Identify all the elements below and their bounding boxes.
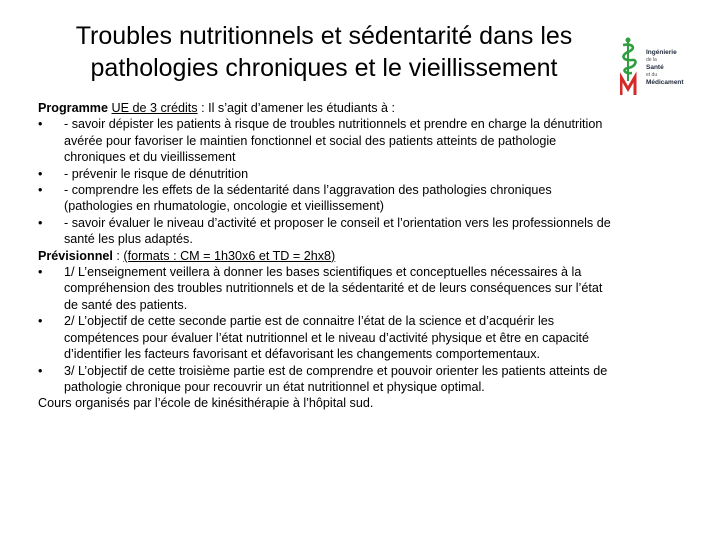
list-item: [38, 313, 706, 362]
list-item: [38, 363, 706, 396]
programme-credits: UE de 3 crédits: [111, 101, 198, 115]
bullet-icon: •: [38, 215, 43, 230]
bullet-icon: •: [38, 314, 43, 329]
list-item: [38, 215, 706, 248]
previsionnel-separator: :: [112, 248, 124, 263]
previsionnel-intro: [38, 248, 706, 264]
list-item-text: de santé des patients.: [64, 297, 188, 312]
caduceus-logo-icon: [620, 35, 646, 97]
bullet-icon: •: [38, 363, 43, 378]
list-item-text: (pathologies en rhumatologie, oncologie et vieillissement): [64, 199, 384, 214]
bullet-icon: •: [38, 117, 43, 132]
list-item: [38, 116, 706, 165]
slide-body: [38, 100, 706, 412]
bullet-icon: •: [38, 166, 43, 181]
previsionnel-label: Prévisionnel: [38, 248, 113, 263]
list-item-text: 2/ L’objectif de cette seconde partie est de connaitre l’état de la science et d’acquérir les: [64, 314, 555, 329]
list-item-text: pathologie chronique pour recouvrir un état nutritionnel et physique optimal.: [64, 379, 485, 394]
list-item-text: - comprendre les effets de la sédentarité dans l’aggravation des pathologies chroniques: [64, 183, 552, 198]
slide-title: [26, 20, 622, 84]
logo-text-line-1: Ingénierie: [646, 49, 677, 56]
list-item-text: - savoir évaluer le niveau d’activité et proposer le conseil et l’orientation vers les professionnels de: [64, 215, 611, 230]
list-item-text: - prévenir le risque de dénutrition: [64, 166, 249, 181]
list-item-text: 1/ L’enseignement veillera à donner les bases scientifiques et conceptuelles nécessaires à la: [64, 265, 582, 280]
list-item: [38, 182, 706, 215]
list-item: [38, 166, 706, 182]
bullet-icon: •: [38, 265, 43, 280]
slide-title-line-2: pathologies chroniques et le vieillissement: [90, 54, 558, 82]
slide-title-line-1: Troubles nutritionnels et sédentarité dans les: [75, 22, 573, 50]
list-item-text: avérée pour favoriser le maintien fonctionnel et social des patients atteints de pathologie: [64, 133, 557, 148]
bullet-icon: •: [38, 183, 43, 198]
list-item-text: compréhension des troubles nutritionnels et de la sédentarité et de leurs conséquences sur l’état: [64, 281, 603, 296]
footer-note: Cours organisés par l’école de kinésithérapie à l’hôpital sud.: [38, 396, 374, 411]
programme-label: Programme: [38, 101, 108, 115]
logo-text-line-3: Santé: [646, 64, 664, 71]
list-item-text: d’identifier les facteurs favorisant et défavorisant les changements comportementaux.: [64, 347, 541, 362]
logo-text-line-2: de la: [646, 57, 657, 63]
previsionnel-formats: (formats : CM = 1h30x6 et TD = 2hx8): [123, 248, 336, 263]
list-item-text: 3/ L’objectif de cette troisième partie est de comprendre et pouvoir orienter les patients atteints de: [64, 363, 608, 378]
programme-intro: [38, 100, 706, 116]
list-item-text: chroniques et du vieillissement: [64, 150, 236, 165]
list-item-text: - savoir dépister les patients à risque de troubles nutritionnels et prendre en charge la dénutrition: [64, 117, 603, 132]
list-item-text: compétences pour évaluer l’état nutritionnel et le niveau d’activité physique et être en capacité: [64, 330, 590, 345]
logo-text-line-4: et du: [646, 72, 658, 78]
logo-text-line-5: Médicament: [646, 79, 684, 86]
institution-logo: [620, 35, 712, 99]
list-item-text: santé les plus adaptés.: [64, 232, 193, 247]
list-item: [38, 264, 706, 313]
programme-intro-text: : Il s’agit d’amener les étudiants à :: [197, 101, 396, 115]
